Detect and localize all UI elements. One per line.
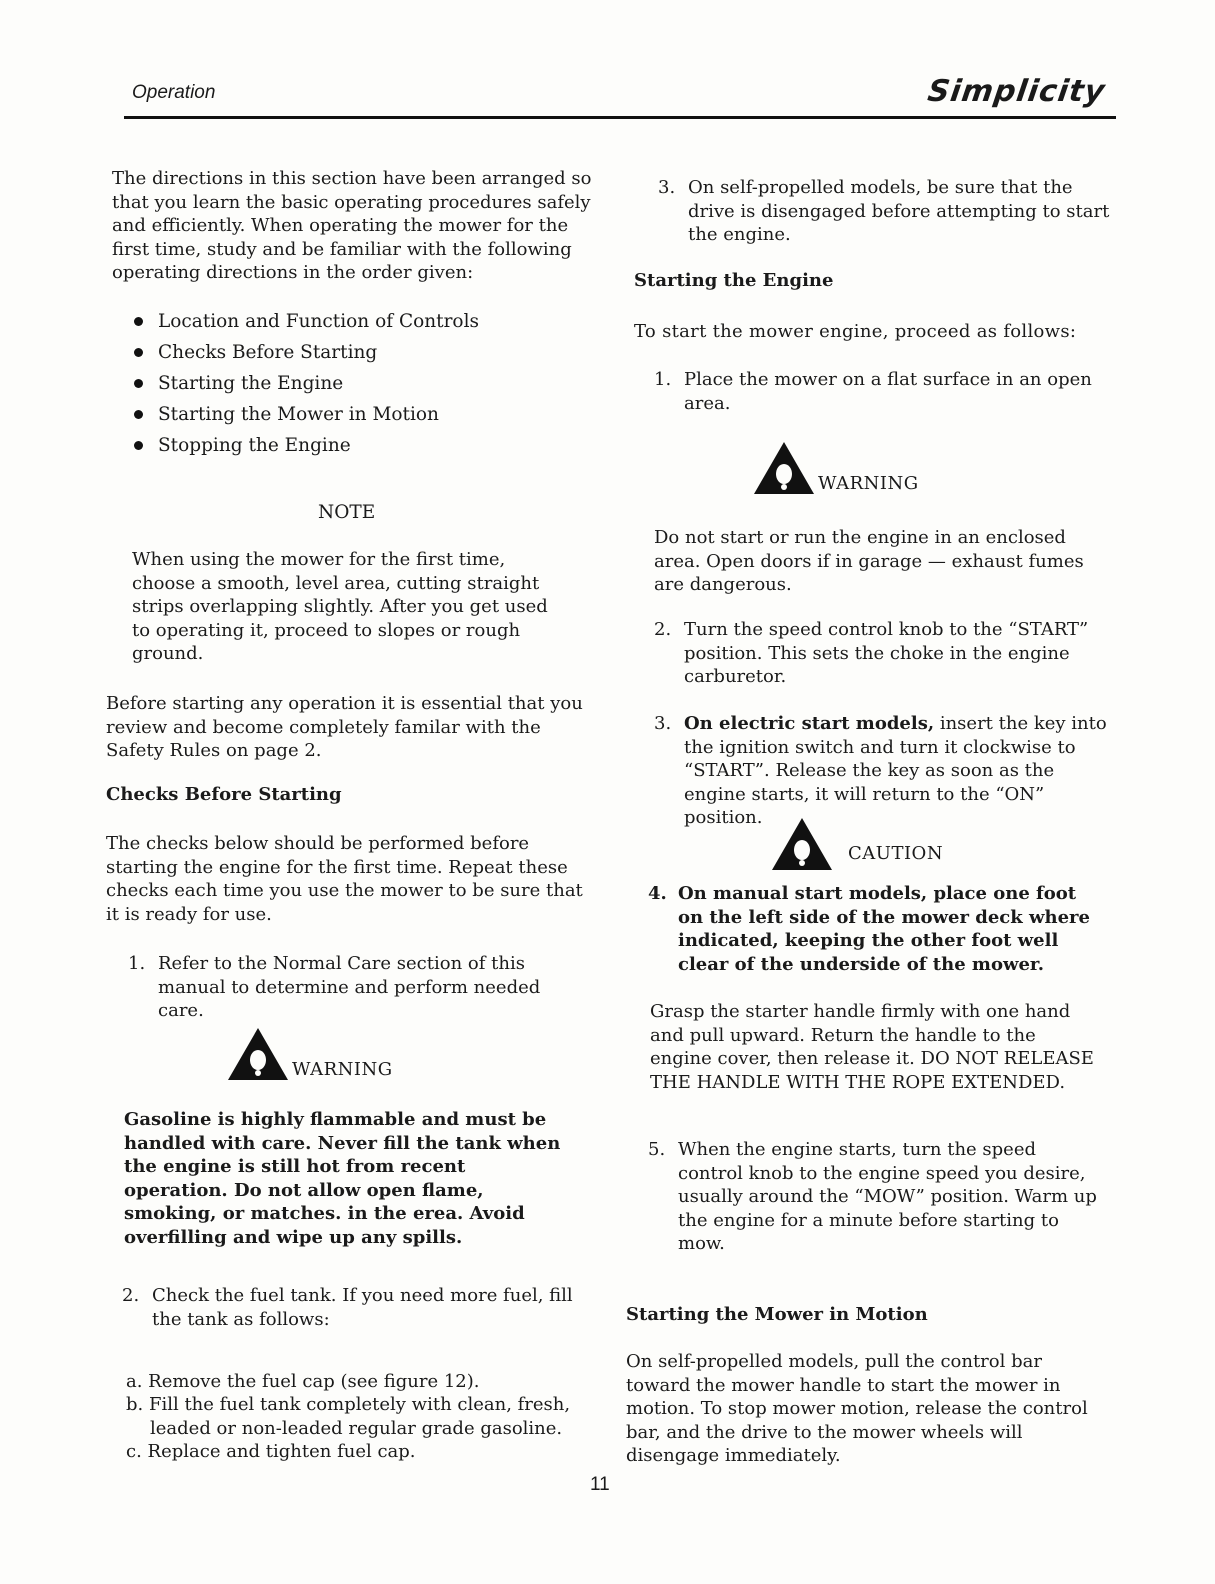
page-number: 11 — [590, 1474, 610, 1495]
caution-banner — [770, 816, 943, 872]
step-number: 2. — [122, 1285, 140, 1306]
check-step-2 — [122, 1284, 584, 1331]
note-paragraph: When using the mower for the first time, choose a smooth, level area, cutting straight strips overlapping slightly. After you get used to operating it, proceed to slopes or rough ground. — [132, 549, 548, 664]
step-number: 3. — [654, 713, 672, 734]
step-text: Refer to the Normal Care section of this manual to determine and perform needed care. — [158, 953, 541, 1021]
checks-heading: Checks Before Starting — [106, 784, 342, 805]
starting-engine-heading: Starting the Engine — [634, 270, 834, 291]
fuel-substep-c: c. Replace and tighten fuel cap. — [126, 1441, 416, 1462]
step-text: insert the key into the ignition switch and turn it clockwise to “START”. Release the key as soon as the engine starts, it will return to the “ON” position. — [684, 713, 1107, 828]
fuel-substep-b: b. Fill the fuel tank completely with clean, fresh, leaded or non-leaded regular grade gasoline. — [126, 1394, 571, 1439]
brand-logo: Simplicity — [925, 74, 1108, 109]
caution-label: CAUTION — [848, 843, 944, 864]
warning-label: WARNING — [292, 1059, 393, 1080]
start-step-1 — [654, 368, 1110, 415]
step-number: 3. — [658, 177, 676, 198]
step-number: 1. — [128, 953, 146, 974]
gasoline-warning-banner — [226, 1026, 393, 1082]
enclosed-area-warning-text: Do not start or run the engine in an enclosed area. Open doors if in garage — exhaust fumes are dangerous. — [654, 527, 1084, 595]
list-item: Checks Before Starting — [132, 337, 552, 368]
list-item: Starting the Engine — [132, 368, 552, 399]
step-text: Place the mower on a flat surface in an open area. — [684, 369, 1092, 414]
caution-triangle-icon — [770, 816, 834, 872]
intro-paragraph: The directions in this section have been arranged so that you learn the basic operating procedures safely and efficiently. When operating the mower for the first time, study and be familiar with the following operating directions in the order given: — [112, 168, 592, 283]
start-step-2 — [654, 618, 1110, 689]
contents-list — [132, 306, 552, 461]
gasoline-warning-text: Gasoline is highly flammable and must be handled with care. Never fill the tank when the engine is still hot from recent operation. Do not allow open flame, smoking, or matches. in the erea. Avoid overfilling and wipe up any spills. — [124, 1109, 561, 1248]
start-step-4 — [648, 882, 1100, 976]
fuel-substep-a: a. Remove the fuel cap (see figure 12). — [126, 1371, 480, 1392]
enclosed-area-warning-banner — [752, 440, 919, 496]
mower-motion-heading: Starting the Mower in Motion — [626, 1304, 928, 1325]
step-text: Check the fuel tank. If you need more fuel, fill the tank as follows: — [152, 1285, 573, 1330]
warning-triangle-icon — [752, 440, 816, 496]
warning-triangle-icon — [226, 1026, 290, 1082]
checks-paragraph: The checks below should be performed before starting the engine for the first time. Repeat these checks each time you use the mower to be sure that it is ready for use. — [106, 833, 583, 925]
step-bold-lead: On electric start models, — [684, 713, 935, 734]
header-rule — [124, 116, 1116, 119]
step-number: 5. — [648, 1139, 666, 1160]
list-item: Stopping the Engine — [132, 430, 552, 461]
list-item: Location and Function of Controls — [132, 306, 552, 337]
check-step-3 — [658, 176, 1114, 247]
list-item: Starting the Mower in Motion — [132, 399, 552, 430]
check-step-1 — [128, 952, 582, 1023]
step-text: Turn the speed control knob to the “START” position. This sets the choke in the engine carburetor. — [684, 619, 1089, 687]
step-number: 1. — [654, 369, 672, 390]
warning-label: WARNING — [818, 473, 919, 494]
section-label: Operation — [132, 82, 216, 103]
step-number: 2. — [654, 619, 672, 640]
step-number: 4. — [648, 883, 667, 904]
step-text: On manual start models, place one foot on the left side of the mower deck where indicated, keeping the other foot well clear of the underside of the mower. — [678, 883, 1090, 975]
step-text: On self-propelled models, be sure that the drive is disengaged before attempting to start the engine. — [688, 177, 1110, 245]
starting-engine-intro: To start the mower engine, proceed as follows: — [634, 321, 1077, 342]
mower-motion-paragraph: On self-propelled models, pull the control bar toward the mower handle to start the mower in motion. To stop mower motion, release the control bar, and the drive to the mower wheels will disengage immediately. — [626, 1351, 1088, 1466]
start-step-5 — [648, 1138, 1104, 1256]
step-text: When the engine starts, turn the speed control knob to the engine speed you desire, usually around the “MOW” position. Warm up the engine for a minute before starting to mow. — [678, 1139, 1097, 1254]
start-step-3 — [654, 712, 1110, 830]
note-title: NOTE — [318, 502, 376, 523]
before-paragraph: Before starting any operation it is essential that you review and become completely familar with the Safety Rules on page 2. — [106, 693, 583, 761]
grasp-paragraph: Grasp the starter handle firmly with one hand and pull upward. Return the handle to the engine cover, then release it. DO NOT RELEASE THE HANDLE WITH THE ROPE EXTENDED. — [650, 1001, 1094, 1093]
